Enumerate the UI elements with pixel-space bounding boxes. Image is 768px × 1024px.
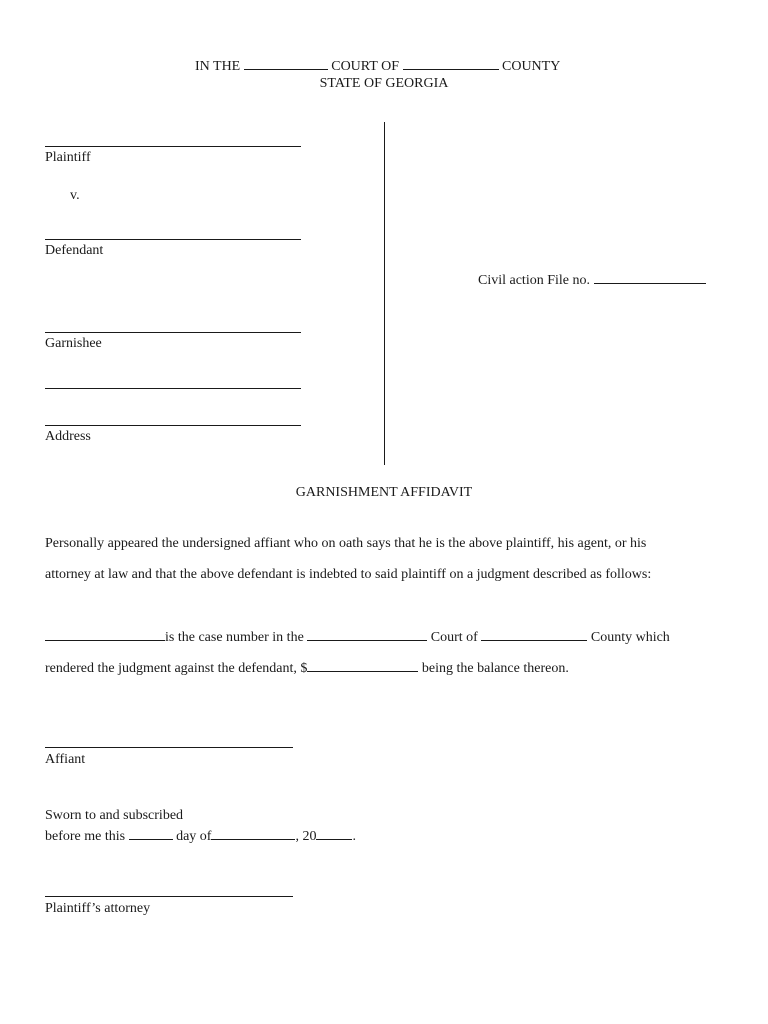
- attorney-signature-line[interactable]: [45, 896, 293, 897]
- court-name-blank[interactable]: [244, 57, 328, 70]
- day-of-text: day of: [176, 829, 212, 844]
- sworn-line-2: [45, 827, 356, 845]
- civil-action-label: Civil action File no.: [478, 273, 590, 288]
- court-header-line: [195, 57, 560, 75]
- judgment-line: [45, 659, 569, 677]
- defendant-signature-line[interactable]: [45, 239, 301, 240]
- county-which-text: County which: [590, 630, 670, 645]
- sworn-period: .: [352, 829, 356, 844]
- rendered-text: rendered the judgment against the defendant, $: [45, 661, 308, 676]
- day-blank[interactable]: [129, 827, 173, 840]
- case-number-blank[interactable]: [45, 628, 165, 641]
- address-line-1[interactable]: [45, 388, 301, 389]
- case-number-line: [45, 628, 670, 646]
- caption-divider: [384, 122, 385, 465]
- county-blank[interactable]: [481, 628, 587, 641]
- balance-amount-blank[interactable]: [307, 659, 418, 672]
- court-blank[interactable]: [307, 628, 427, 641]
- balance-text: being the balance thereon.: [421, 661, 569, 676]
- county-label: COUNTY: [502, 59, 561, 74]
- document-title: GARNISHMENT AFFIDAVIT: [295, 485, 473, 500]
- address-label: Address: [45, 429, 91, 444]
- affiant-signature-line[interactable]: [45, 747, 293, 748]
- body-line-2: attorney at law and that the above defendant is indebted to said plaintiff on a judgment described as follows:: [45, 567, 652, 582]
- before-me-this-text: before me this: [45, 829, 126, 844]
- plaintiff-signature-line[interactable]: [45, 146, 301, 147]
- court-of-text: Court of: [430, 630, 478, 645]
- month-blank[interactable]: [211, 827, 295, 840]
- plaintiff-label: Plaintiff: [45, 150, 91, 165]
- garnishee-label: Garnishee: [45, 336, 102, 351]
- year-blank[interactable]: [316, 827, 352, 840]
- case-number-text: is the case number in the: [165, 630, 304, 645]
- body-line-1: Personally appeared the undersigned affiant who on oath says that he is the above plaintiff, his agent, or his: [45, 536, 647, 551]
- garnishee-signature-line[interactable]: [45, 332, 301, 333]
- in-the-label: IN THE: [195, 59, 241, 74]
- versus-label: v.: [70, 188, 80, 203]
- civil-action-file-line: [478, 271, 706, 289]
- file-number-blank[interactable]: [594, 271, 706, 284]
- year-prefix-text: , 20: [295, 829, 317, 844]
- address-line-2[interactable]: [45, 425, 301, 426]
- affiant-label: Affiant: [45, 752, 86, 767]
- sworn-line-1: Sworn to and subscribed: [45, 808, 184, 823]
- state-heading: STATE OF GEORGIA: [319, 76, 449, 91]
- plaintiffs-attorney-label: Plaintiff’s attorney: [45, 901, 151, 916]
- court-of-label: COURT OF: [331, 59, 399, 74]
- county-name-blank[interactable]: [403, 57, 499, 70]
- defendant-label: Defendant: [45, 243, 104, 258]
